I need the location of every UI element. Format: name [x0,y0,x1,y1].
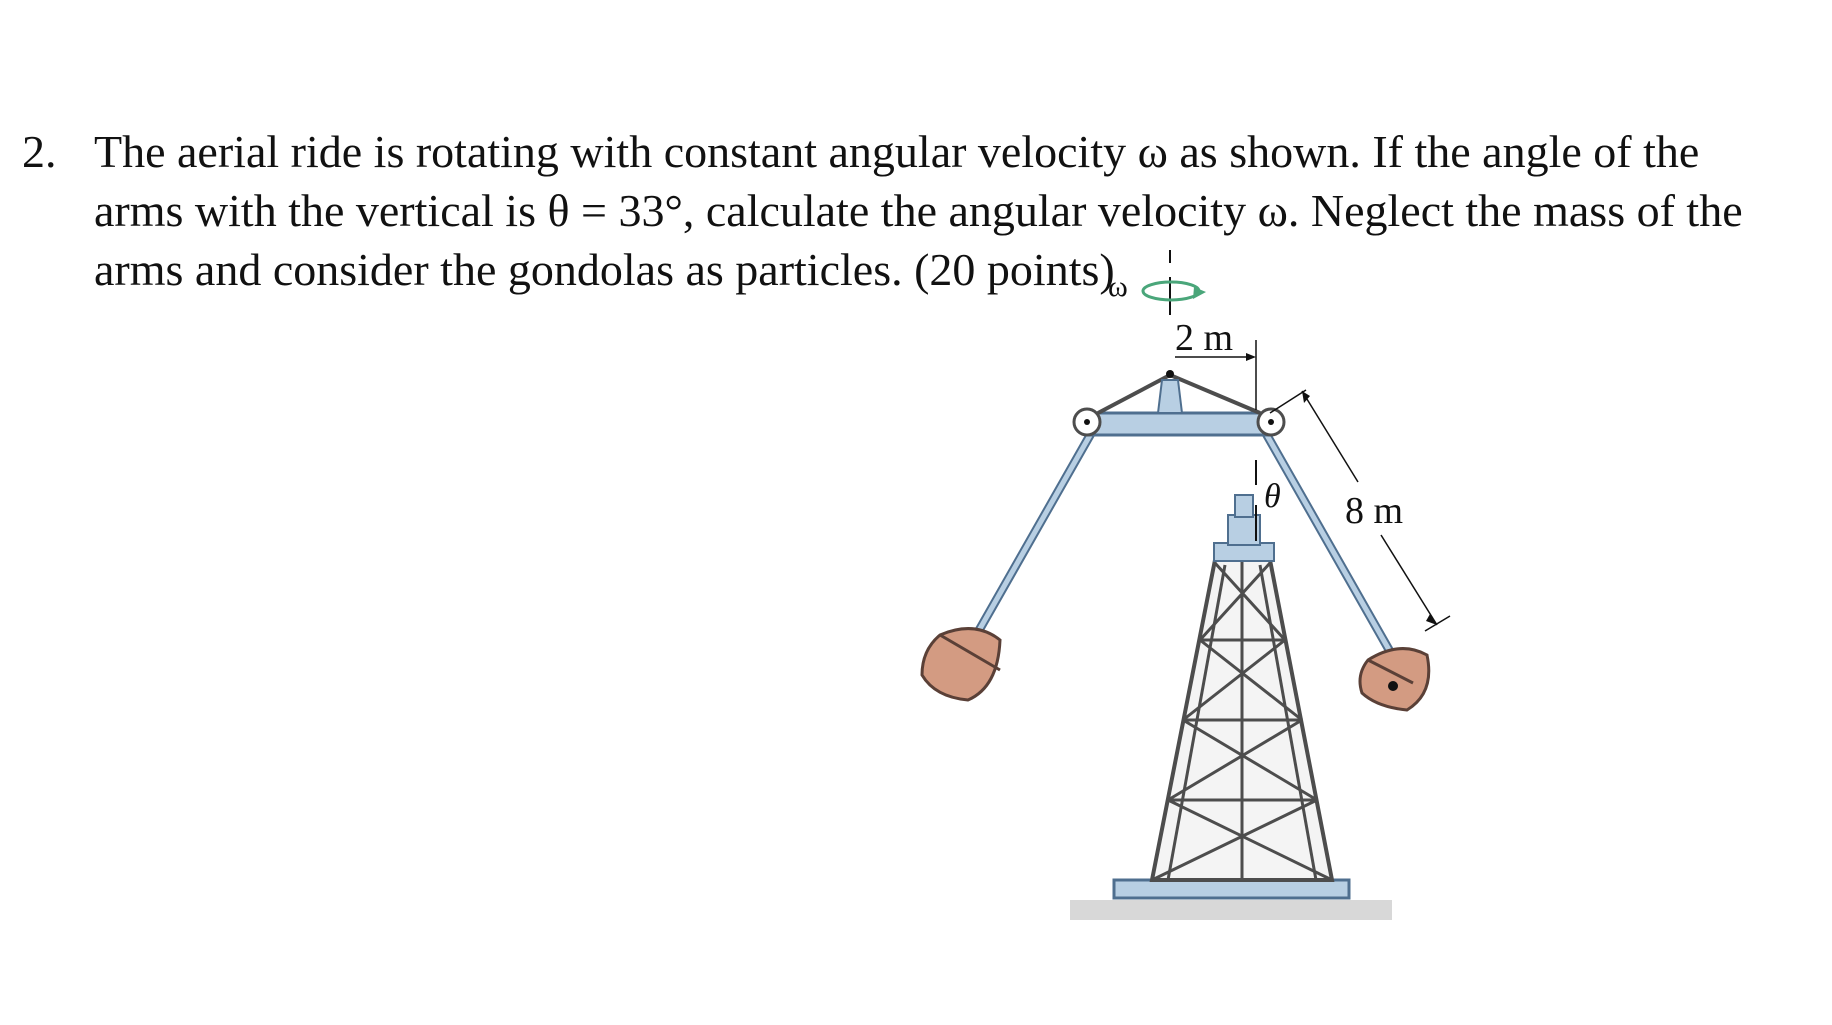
ground [1070,900,1392,920]
arm-length-extension-top [1270,390,1306,413]
radius-dimension-label: 2 m [1175,317,1234,359]
omega-label: ω [1108,270,1128,303]
rotating-shaft [1235,495,1253,517]
arm-length-label: 8 m [1345,490,1404,532]
left-pivot-center [1084,419,1090,425]
theta-label: θ [1264,478,1281,515]
right-gondola [1360,649,1429,710]
right-gondola-mass-point [1388,681,1398,691]
problem-line-1: The aerial ride is rotating with constant angular velocity ω as shown. If the angle of the [94,126,1700,177]
problem-line-3: arms and consider the gondolas as particles. (20 points) [94,244,1115,295]
arm-length-dimension-upper-line [1302,391,1358,482]
lattice-tower [1152,560,1332,880]
problem-text [94,122,1754,299]
top-truss [1098,370,1260,413]
left-arm-highlight [965,430,1093,655]
radius-dimension-arrowhead [1246,353,1256,361]
problem-line-2: arms with the vertical is θ = 33°, calculate the angular velocity ω. Neglect the mass of the [94,185,1743,236]
rotating-crossbeam [1088,413,1270,435]
right-pivot-center [1268,419,1274,425]
top-truss-right-member [1170,375,1260,413]
aerial-ride-figure [1070,270,1570,935]
aerial-ride-diagram [1070,270,1570,935]
arm-length-dimension-lower-line [1381,535,1437,625]
top-pin [1166,370,1174,378]
top-truss-kingpost [1158,380,1182,413]
tower-base [1114,880,1349,898]
problem-number: 2. [22,126,57,177]
problem-statement [22,122,1782,299]
